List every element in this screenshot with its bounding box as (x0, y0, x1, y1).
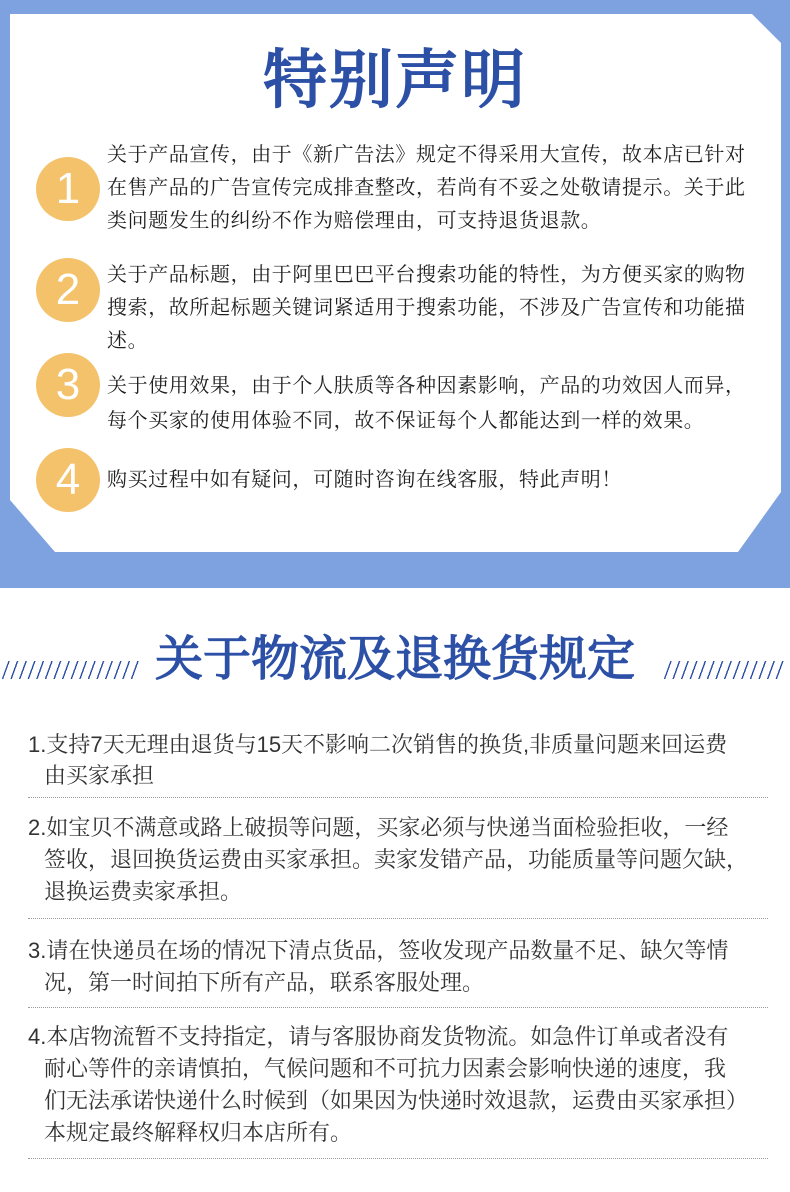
statement-line: 搜索，故所起标题关键词紧适用于搜索功能，不涉及广告宣传和功能描 (107, 297, 746, 319)
number-badge-3: 3 (36, 353, 100, 417)
rule-line: 本规定最终解释权归本店所有。 (44, 1120, 353, 1145)
title-decoration-right (664, 661, 787, 679)
rule-line: 1.支持7天无理由退货与15天不影响二次销售的换货,非质量问题来回运费 (28, 732, 728, 757)
rule-line: 况，第一时间拍下所有产品，联系客服处理。 (44, 970, 485, 995)
statement-line: 关于产品宣传，由于《新广告法》规定不得采用大宣传，故本店已针对 (107, 144, 746, 166)
number-badge-2: 2 (36, 258, 100, 322)
rule-line: 4.本店物流暂不支持指定，请与客服协商发货物流。如急件订单或者没有 (28, 1024, 729, 1049)
statement-item-3 (107, 369, 746, 439)
rule-line: 由买家承担 (44, 763, 155, 788)
statement-item-2 (107, 259, 746, 358)
rule-line: 退换运费卖家承担。 (44, 879, 243, 904)
logistics-title: 关于物流及退换货规定 (154, 633, 635, 686)
rule-item-1 (28, 729, 768, 791)
rule-item-4 (28, 1021, 768, 1149)
statement-line: 购买过程中如有疑问，可随时咨询在线客服，特此声明！ (107, 469, 622, 491)
number-badge-1: 1 (36, 157, 100, 221)
rule-line: 3.请在快递员在场的情况下清点货品，签收发现产品数量不足、缺欠等情 (28, 938, 729, 963)
statement-line: 关于使用效果，由于个人肤质等各种因素影响，产品的功效因人而异， (107, 375, 746, 397)
dotted-divider (28, 1158, 768, 1159)
statement-line: 类问题发生的纠纷不作为赔偿理由，可支持退货退款。 (107, 210, 602, 232)
rule-line: 们无法承诺快递什么时候到（如果因为快递时效退款，运费由买家承担） (44, 1088, 749, 1113)
dotted-divider (28, 797, 768, 798)
statement-line: 每个买家的使用体验不同，故不保证每个人都能达到一样的效果。 (107, 410, 705, 432)
rule-line: 耐心等件的亲请慎拍，气候问题和不可抗力因素会影响快递的速度，我 (44, 1056, 727, 1081)
statement-line: 关于产品标题，由于阿里巴巴平台搜索功能的特性，为方便买家的购物 (107, 264, 746, 286)
rule-line: 签收，退回换货运费由买家承担。卖家发错产品，功能质量等问题欠缺， (44, 847, 749, 872)
rule-item-3 (28, 935, 768, 999)
statement-item-1 (107, 139, 746, 238)
statement-item-4 (107, 464, 622, 497)
dotted-divider (28, 918, 768, 919)
statement-line: 在售产品的广告宣传完成排查整改，若尚有不妥之处敬请提示。关于此 (107, 177, 746, 199)
statement-line: 述。 (107, 330, 149, 352)
dotted-divider (28, 1007, 768, 1008)
rule-line: 2.如宝贝不满意或路上破损等问题，买家必须与快递当面检验拒收，一经 (28, 815, 729, 840)
rule-item-2 (28, 812, 768, 908)
number-badge-4: 4 (36, 448, 100, 512)
statement-title: 特别声明 (263, 44, 527, 116)
